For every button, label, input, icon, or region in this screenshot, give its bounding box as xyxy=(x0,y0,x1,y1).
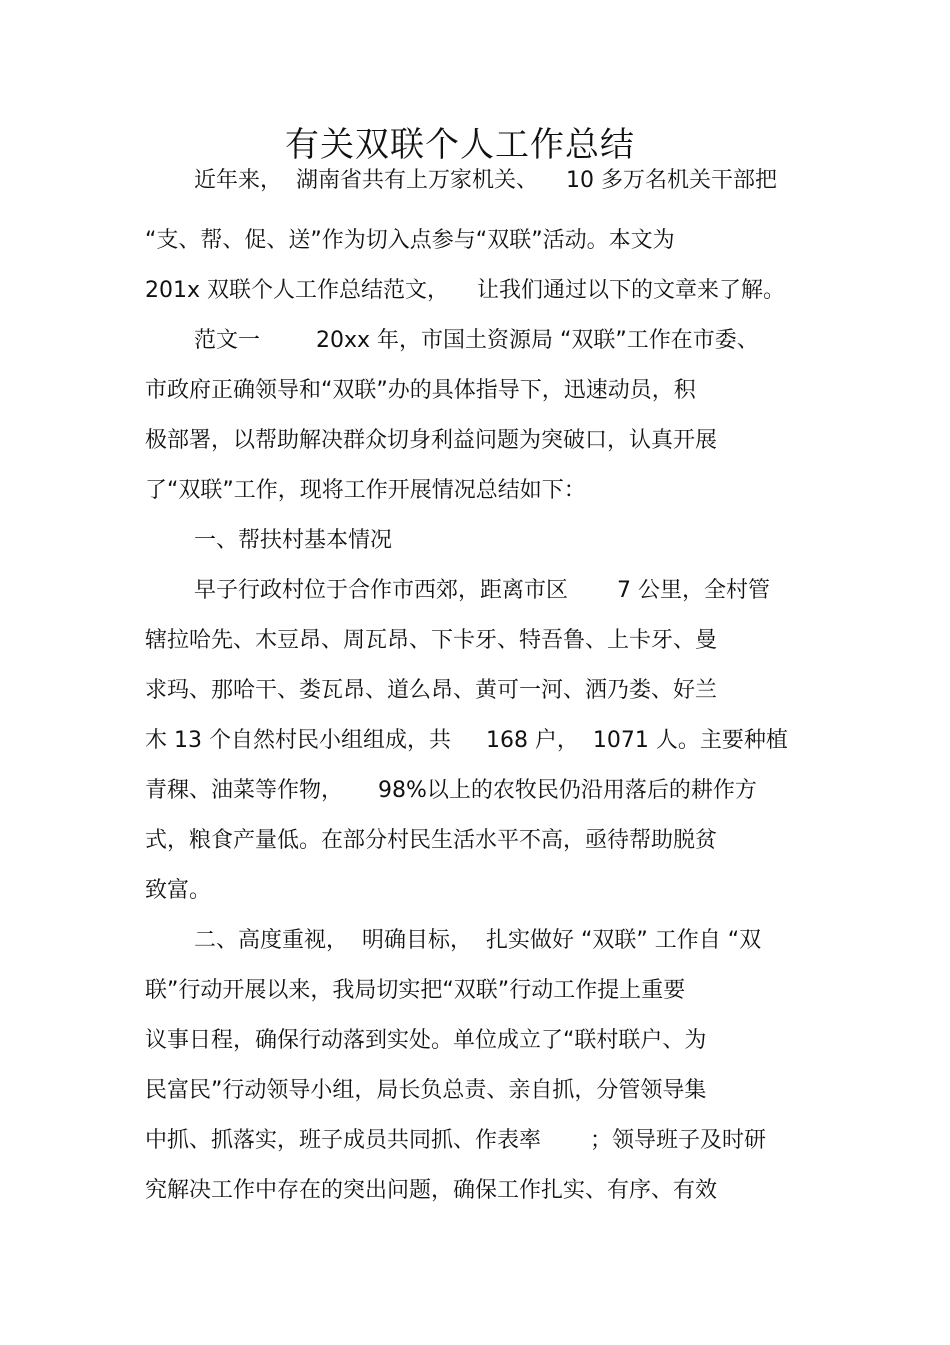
paragraph-line: 了“双联”工作，现将工作开展情况总结如下： xyxy=(145,478,586,503)
section-heading: 二、高度重视， 明确目标， 扎实做好 “双联” 工作自 “双 xyxy=(194,928,762,953)
paragraph-line: 近年来， 湖南省共有上万家机关、 10 多万名机关干部把 xyxy=(194,168,777,193)
paragraph-line: 式，粮食产量低。在部分村民生活水平不高，亟待帮助脱贫 xyxy=(145,828,718,853)
paragraph-line: 中抓、抓落实，班子成员共同抓、作表率 ；领导班子及时研 xyxy=(145,1128,766,1153)
paragraph-line: 究解决工作中存在的突出问题，确保工作扎实、有序、有效 xyxy=(145,1178,718,1203)
paragraph-line: 辖拉哈先、木豆昂、周瓦昂、下卡牙、特吾鲁、上卡牙、曼 xyxy=(145,628,718,653)
paragraph-line: 议事日程，确保行动落到实处。单位成立了“联村联户、为 xyxy=(145,1028,707,1053)
paragraph-line: 求玛、那哈干、娄瓦昂、道么昂、黄可一河、洒乃娄、好兰 xyxy=(145,678,718,703)
paragraph-line: 联”行动开展以来，我局切实把“双联”行动工作提上重要 xyxy=(145,978,686,1003)
paragraph-line: 木 13 个自然村民小组组成，共 168 户， 1071 人。主要种植 xyxy=(145,728,788,753)
paragraph-line: 范文一 20xx 年，市国土资源局 “双联”工作在市委、 xyxy=(194,328,759,353)
paragraph-line: 市政府正确领导和“双联”办的具体指导下，迅速动员，积 xyxy=(145,378,696,403)
paragraph-line: 民富民”行动领导小组，局长负总责、亲自抓，分管领导集 xyxy=(145,1078,707,1103)
paragraph-line: 201x 双联个人工作总结范文， 让我们通过以下的文章来了解。 xyxy=(145,278,785,303)
paragraph-line: 青稞、油菜等作物， 98%以上的农牧民仍沿用落后的耕作方 xyxy=(145,778,757,803)
paragraph-line: 极部署，以帮助解决群众切身利益问题为突破口，认真开展 xyxy=(145,428,718,453)
paragraph-line: 致富。 xyxy=(145,878,212,903)
paragraph-line: “支、帮、促、送”作为切入点参与“双联”活动。本文为 xyxy=(145,228,675,253)
section-heading: 一、帮扶村基本情况 xyxy=(194,528,393,553)
paragraph-line: 早子行政村位于合作市西郊，距离市区 7 公里，全村管 xyxy=(194,578,770,603)
document-title: 有关双联个人工作总结 xyxy=(285,125,635,165)
